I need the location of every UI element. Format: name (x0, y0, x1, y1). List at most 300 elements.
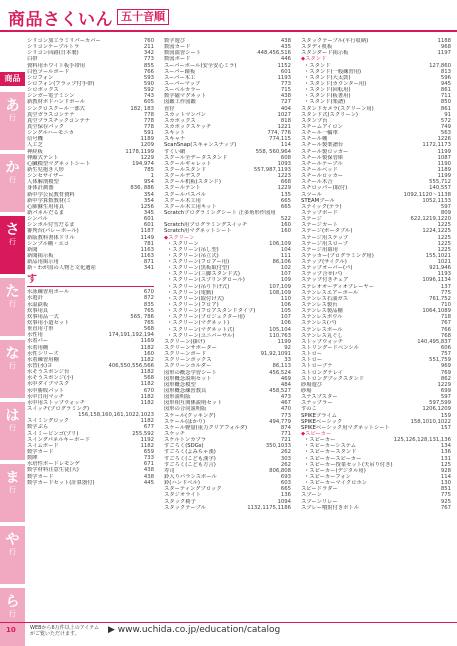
entry-page: 354 (143, 191, 154, 198)
entry-name: スプーン (301, 492, 322, 499)
entry-name: シロフォン(フラップ付手帯) (27, 80, 95, 87)
entry-name: スナスプスター (301, 394, 338, 401)
entry-name: 水替(水)ヨ (27, 363, 53, 370)
entry-page: 1225 (437, 234, 451, 241)
entry-name: ・スクリーン(取付け式) (167, 295, 224, 302)
entry-page: 608 (280, 154, 291, 161)
entry-name: ストロングテレイ (301, 369, 343, 376)
entry-name: 鈴(ハンドベル) (164, 480, 200, 487)
entry-name: スカポックスケッチ (164, 123, 212, 130)
entry-name: スイングパネルキーボード (27, 436, 91, 443)
entry-name: ステンレスボール (301, 326, 343, 333)
entry-page: 174,191,192,194 (108, 332, 154, 339)
entry-name: スキャナ (164, 136, 186, 143)
entry-page: 710 (440, 302, 451, 309)
entry-name: シロボックス (27, 87, 59, 94)
entry-page: 601 (143, 216, 154, 223)
entry-page: 921,946 (429, 265, 451, 272)
entry-name: スチールベッド (301, 166, 338, 173)
entry-name: スクールテント (164, 185, 201, 192)
entry-name: ステップ(サイクル) (301, 259, 347, 266)
entry-page: 591 (143, 130, 154, 137)
entry-page: 470 (280, 406, 291, 413)
entry-name: ・スクリーン(フロア) (167, 302, 219, 309)
entry-page: 775 (440, 492, 451, 499)
kana-tab-gyo: 行 (9, 362, 16, 370)
entry-page: 1182 (140, 442, 154, 449)
entry-name: ステージカート (301, 222, 338, 229)
entry-page: 677 (143, 424, 154, 431)
entry-name: ステージ (301, 216, 322, 223)
entry-page: 155,1021 (425, 252, 451, 259)
entry-page: 350,1033 (265, 443, 291, 450)
entry-page: 1087 (437, 154, 451, 161)
entry-name: ・スピーカーマイクロホン (304, 480, 368, 487)
entry-name: スツール (301, 191, 323, 198)
entry-name: スチールロッカー (301, 173, 344, 180)
index-column-2 (164, 38, 291, 511)
entry-name: スプーンリレー (301, 498, 338, 505)
entry-page: 555,712 (429, 179, 451, 186)
entry-name: 数陣 (27, 455, 38, 462)
entry-page: 108,109 (269, 289, 291, 296)
entry-page: 404 (280, 105, 291, 112)
entry-name: 新パネルだるま (27, 209, 65, 216)
entry-page: 925 (440, 498, 451, 505)
entry-page: 1152 (277, 62, 291, 69)
entry-name: 図形相互関係説明セット (164, 400, 223, 407)
entry-name: ストロー (301, 351, 323, 358)
entry-name: スプレー噴射付きボトル (301, 504, 360, 511)
entry-name: シンガー電子ミシン (27, 93, 75, 100)
entry-page: 114 (280, 142, 291, 149)
entry-page: 761,752 (429, 295, 451, 302)
entry-name: スクールパスパル (164, 191, 206, 198)
entry-page: 106 (280, 320, 291, 327)
entry-name: すくい網 (164, 148, 186, 155)
entry-page: 760 (143, 38, 154, 44)
kana-tab-6[interactable] (0, 402, 25, 460)
kana-tab-4[interactable] (0, 278, 25, 336)
index-column-3 (301, 38, 451, 511)
entry-page: 33 (284, 357, 291, 364)
entry-page: 778 (143, 123, 154, 130)
entry-name: スクールデスク (164, 173, 201, 180)
entry-name: スーパー鏡板 (164, 68, 196, 75)
entry-name: Scratch用プログラミングスイッチ (164, 222, 248, 229)
entry-page: 406,550,556,566 (108, 363, 154, 370)
entry-page: 125,126,128,131,136 (393, 437, 451, 444)
section-heading: す (27, 274, 154, 287)
entry-page: 194,974 (132, 160, 154, 167)
entry-name: 水そうスポンジ(小) (27, 375, 74, 382)
entry-page: 159 (440, 412, 451, 419)
entry-name: ストリングードペンシル (301, 345, 359, 352)
entry-name: スタジオライト (164, 492, 201, 499)
entry-page: 850 (440, 99, 451, 106)
entry-name: ・スタンド(板書用) (304, 93, 351, 100)
entry-page: 106,109 (269, 240, 291, 247)
entry-page: 137 (440, 283, 451, 290)
entry-name: Scratch用マグネットシート (164, 228, 232, 235)
kana-tab-label: な (5, 346, 20, 362)
group-heading-label: ◆スタンド (301, 56, 327, 63)
entry-name: スタンダード掲示板 (301, 50, 349, 57)
entry-name: すごろく(こども漢字) (164, 455, 216, 462)
entry-page: 1 (150, 173, 154, 180)
entry-name: ・スクリーン(三脚スタンド式) (167, 271, 240, 278)
kana-tab-label: か (5, 160, 20, 176)
entry-name: シンプル棚・エコ (27, 240, 70, 247)
entry-name: ステンレスエアーボール (301, 289, 359, 296)
entry-name: スタックテーブル (164, 504, 206, 511)
entry-name: ステイック(テラ) (301, 203, 342, 210)
entry-name: 図形概念説明セット (164, 375, 212, 382)
entry-name: ・スタンド(大太鼓) (304, 74, 351, 81)
entry-name: 新聞掲示板 (27, 252, 54, 259)
kana-tab-gyo: 行 (9, 548, 16, 556)
entry-name: スチール製保管庫 (301, 154, 344, 161)
entry-name: 心臓模型マグネットシート (27, 160, 91, 167)
kana-tab-2[interactable] (0, 154, 25, 212)
entry-name: 資料用ホワイト板手帯用 (27, 62, 86, 69)
entry-page: 855 (143, 62, 154, 69)
entry-page: 597 (440, 394, 451, 401)
entry-name: 図形概念練習教具 (164, 388, 207, 395)
entry-page: 127,860 (429, 62, 451, 69)
entry-page: 862 (440, 375, 451, 382)
entry-page: 568 (143, 375, 154, 382)
entry-name: ・スクリーン(電動) (167, 289, 214, 296)
globe-icon: ▶ (108, 625, 118, 635)
entry-name: ・スクリーン (167, 240, 199, 247)
entry-name: スクリーンボード (164, 351, 207, 358)
entry-name: 数学カード (27, 473, 54, 480)
entry-page: 1189 (140, 136, 154, 143)
entry-page: 1182 (140, 399, 154, 406)
entry-page: 160 (280, 228, 291, 235)
page-subtitle: 五十音順 (117, 9, 169, 25)
entry-name: 新教材ボドハンドボール (27, 99, 86, 106)
entry-name: 水中ダイブマスク (27, 381, 70, 388)
entry-name: スケール(クッキング) (164, 412, 216, 419)
entry-name: 新・わが国の人物と文化遺産 (27, 265, 96, 272)
entry-name: 白帯 (27, 56, 38, 63)
entry-page: 861 (440, 105, 451, 112)
entry-page: 1093 (277, 160, 291, 167)
entry-name: 新生児抱き人形 (27, 166, 65, 173)
entry-page: 757 (440, 351, 451, 358)
entry-name: 心肺蘇生用用具 (27, 203, 65, 210)
kana-tab-3[interactable] (0, 216, 25, 274)
group-heading-label: ◆スピーカー (301, 431, 332, 437)
entry-name: スナップラー (301, 400, 333, 407)
entry-page: 105,104 (269, 326, 291, 333)
kana-tab-5[interactable] (0, 340, 25, 398)
entry-name: スクール木工用 (164, 197, 201, 204)
entry-name: スイッチ(プログラミング) (27, 406, 90, 413)
entry-name: 水性シリーズ (27, 350, 59, 357)
entry-page: 1178,1199 (125, 148, 154, 155)
entry-page: 255,592 (132, 430, 154, 437)
catalog-url-link[interactable] (108, 625, 280, 635)
entry-name: ストローブナ (301, 363, 333, 370)
kana-tab-gyo: 行 (9, 176, 16, 184)
entry-name: スチール製ロッカー (301, 148, 349, 155)
entry-name: 水中用ストップウォッチ (27, 399, 85, 406)
entry-name: ScanSnap(スキャンスナップ) (164, 142, 237, 149)
entry-page: 1092,1120～1138 (403, 191, 451, 198)
entry-name: 直径 (164, 105, 175, 112)
entry-name: ・スクリーン(マグネット) (167, 320, 230, 327)
entry-name: ・スピーカーフォン (304, 473, 351, 480)
kana-tab-label: は (5, 408, 20, 424)
entry-name: スチール一輪車 (301, 130, 338, 137)
entry-name: スクールスタンド (164, 166, 207, 173)
entry-page: 136 (440, 449, 451, 456)
entry-page: 768 (440, 332, 451, 339)
entry-page: 775 (440, 289, 451, 296)
entry-name: スチール棚 (301, 136, 328, 143)
entry-page: 749 (440, 123, 451, 130)
entry-name: ステップボード (301, 209, 338, 216)
entry-page: 1192 (140, 436, 154, 443)
entry-name: すごろく(よみちゃ漢) (164, 449, 216, 456)
entry-name: スケッチ (164, 431, 185, 437)
entry-page: 1189 (437, 166, 451, 173)
entry-name: ・スクリーン(吊し型) (167, 246, 219, 253)
entry-name: ・スタンド (304, 62, 331, 69)
entry-page: 107,109 (269, 283, 291, 290)
entry-page: 767 (440, 504, 451, 511)
entry-name: 砂場 (301, 388, 312, 395)
entry-name: 砂場遊び (301, 381, 323, 388)
entry-page: 1182 (140, 381, 154, 388)
entry-page: 765 (143, 320, 154, 327)
entry-page: 1172,1173 (422, 142, 451, 149)
entry-page: 806,808 (269, 467, 291, 474)
entry-name: シンセサイザー (27, 173, 64, 180)
kana-tab-gyo: 行 (9, 238, 16, 246)
entry-page: 671 (143, 461, 154, 468)
kana-tab-7[interactable] (0, 464, 25, 522)
page-number: 10 (6, 626, 16, 634)
entry-name: スクリーン(掛け) (164, 338, 206, 345)
kana-tab-label: た (5, 284, 20, 300)
entry-name: スーペルカラー (164, 87, 201, 94)
entry-page: 1199 (437, 148, 451, 155)
entry-name: スクリーンボックス (164, 357, 212, 364)
entry-page: 592 (143, 87, 154, 94)
entry-page: 774, 776 (267, 130, 291, 137)
entry-page: 182, 183 (130, 105, 154, 112)
entry-name: スタンドカメラ(スクリーン用) (301, 105, 374, 112)
entry-name: スチール木合 (301, 179, 333, 186)
entry-page: 809 (440, 209, 451, 216)
header-divider (0, 30, 457, 32)
entry-name: ・スピーカー(デジタル用) (304, 467, 366, 474)
entry-page: 125 (440, 461, 451, 468)
kana-tab-gyo: 行 (9, 610, 16, 618)
group-heading-label: ◆スクリーン (164, 234, 195, 241)
entry-page: 158,1010,1022 (410, 418, 451, 425)
entry-name: スタック椅子 (164, 498, 196, 505)
kana-tab-label: ま (5, 470, 20, 486)
entry-page: 342 (143, 50, 154, 57)
entry-name: スケルトンカプラ (164, 437, 207, 444)
kana-tab-1[interactable] (0, 92, 25, 150)
entry-name: SPIKEベーシック用マグネットシート (301, 424, 390, 431)
entry-page: 1221 (277, 123, 291, 130)
entry-page: 1182 (140, 356, 154, 363)
entry-name: ステップオーバー(パ) (301, 265, 353, 272)
page-title: 商品さくいん (8, 9, 113, 30)
index-entry (164, 210, 291, 216)
entry-name: 白色ツールボード (27, 68, 70, 75)
entry-page: 563 (440, 130, 451, 137)
entry-page: 1163 (140, 246, 154, 253)
entry-page: 968 (440, 44, 451, 51)
entry-name: シロフォン (27, 74, 54, 81)
entry-page: 693 (280, 473, 291, 480)
entry-name: ステージ用ステップ (301, 234, 349, 241)
entry-name: 図形概念模型 (164, 381, 196, 388)
entry-name: スーパー木工 (164, 74, 196, 81)
entry-name: スピードラダー (301, 486, 338, 493)
entry-name: 審判台(バレーボール) (27, 228, 79, 235)
entry-name: スクール全データスタンド (164, 154, 228, 161)
entry-page: 1190 (437, 160, 451, 167)
entry-page: 813 (440, 68, 451, 75)
entry-name: ステッカー(プログラミング用) (301, 252, 374, 259)
entry-name: ステップ合せ(パ) (301, 271, 343, 278)
entry-page: 102 (280, 265, 291, 272)
entry-name: 新聞 (27, 246, 38, 253)
entry-page: 114 (440, 473, 451, 480)
entry-page: 665 (280, 486, 291, 493)
entry-page: 1256 (140, 203, 154, 210)
entry-name: スターティングブロック (164, 486, 222, 493)
entry-page: 836, 886 (130, 185, 154, 192)
entry-page: 665 (280, 197, 291, 204)
entry-name: スクリーンホルダー (164, 363, 212, 370)
entry-page: 601 (280, 68, 291, 75)
entry-page: 622,1219,1220 (410, 216, 451, 223)
entry-page: 111 (280, 252, 291, 259)
entry-name: 寿司 (164, 467, 175, 474)
entry-page: 1132,1175,1186 (247, 504, 291, 511)
entry-page: 557,987,1193 (253, 166, 291, 173)
entry-page: 157 (440, 424, 451, 431)
entry-page: 558, 560,964 (255, 148, 291, 155)
entry-name: 水着用棚 (27, 344, 49, 351)
entry-page: 568 (143, 326, 154, 333)
entry-name: スタックテーブル(平行収納) (301, 38, 369, 44)
entry-page: 765 (143, 307, 154, 314)
entry-page: 945 (440, 80, 451, 87)
entry-page: 1169 (140, 338, 154, 345)
entry-page: 262 (280, 461, 291, 468)
entry-page: 715 (280, 87, 291, 94)
entry-page: 778 (143, 111, 154, 118)
entry-page: 969 (440, 363, 451, 370)
kana-tab-label: ら (5, 594, 20, 610)
entry-name: 水泳練習用ボール (27, 289, 70, 296)
entry-name: スチロッパー(取付) (301, 185, 348, 192)
entry-page: 743 (143, 93, 154, 100)
entry-page: 136 (280, 492, 291, 499)
entry-name: 水着練習用棚 (27, 356, 59, 363)
page-header (0, 0, 457, 32)
entry-page: 140,495,837 (417, 338, 451, 345)
entry-page: 156,158,160,161,1022,1023 (78, 412, 154, 419)
entry-page: 469 (280, 375, 291, 382)
entry-page: 522 (280, 216, 291, 223)
entry-page: 670 (143, 387, 154, 394)
kana-tab-gyo: 行 (9, 486, 16, 494)
entry-page: 140,557 (429, 185, 451, 192)
entry-name: 水性用 (27, 332, 43, 339)
entry-page: 91 (444, 111, 451, 118)
entry-page: 767 (440, 320, 451, 327)
entry-page: 1163 (140, 252, 154, 259)
entry-name: 炊事用小道セット (27, 320, 70, 327)
entry-page: 593 (143, 74, 154, 81)
entry-page: 1052,1133 (422, 197, 451, 204)
entry-name: 垂直用寸形 (27, 326, 54, 333)
entry-page: 211 (143, 44, 154, 51)
sidebar-tag: 商品 (0, 72, 25, 86)
entry-name: スケール(はかり) (164, 418, 206, 425)
entry-name: シリコン加工ラミリパーカバー (27, 38, 101, 44)
entry-name: 人工芝 (27, 142, 43, 149)
entry-name: スタンド式(スクリーン) (301, 111, 358, 118)
kana-tab-8[interactable] (0, 526, 25, 584)
entry-name: 炊事用品一式 (27, 313, 59, 320)
entry-name: スーパーマップ (164, 80, 201, 87)
entry-page: 92 (284, 345, 291, 352)
entry-page: 766 (440, 326, 451, 333)
entry-page: 446 (280, 56, 291, 63)
entry-page: 458,527 (269, 388, 291, 395)
entry-name: ステンレス(パ) (301, 320, 337, 327)
entry-name: スキット (164, 130, 186, 137)
entry-page: 345 (143, 209, 154, 216)
entry-name: 新版教科書体ドリル (27, 234, 75, 241)
entry-name: ステンレス丸ぐし (301, 332, 343, 339)
entry-name: 水そうスポンジ台 (27, 369, 70, 376)
entry-name: ・スピーカースタンド (304, 449, 357, 456)
entry-page: 733 (143, 455, 154, 462)
entry-page: 606 (440, 345, 451, 352)
entry-page: 861 (440, 87, 451, 94)
entry-page: 1096,1134 (422, 277, 451, 284)
entry-name: スタディ机板 (301, 44, 333, 51)
entry-page: 105 (280, 308, 291, 315)
entry-name: 鈴入りバランスボール (164, 473, 217, 480)
entry-page: 160 (143, 350, 154, 357)
entry-page: 104 (280, 246, 291, 253)
entry-page: 928 (440, 467, 451, 474)
entry-name: ・スピーカースピーカー (304, 455, 362, 462)
entry-page: 601 (143, 222, 154, 229)
entry-page: 818 (280, 117, 291, 124)
entry-page: 769 (440, 369, 451, 376)
entry-page: 86,113 (272, 363, 291, 370)
entry-page: 1229 (277, 185, 291, 192)
kana-tab-gyo: 行 (9, 114, 16, 122)
entry-page: 699 (440, 388, 451, 395)
